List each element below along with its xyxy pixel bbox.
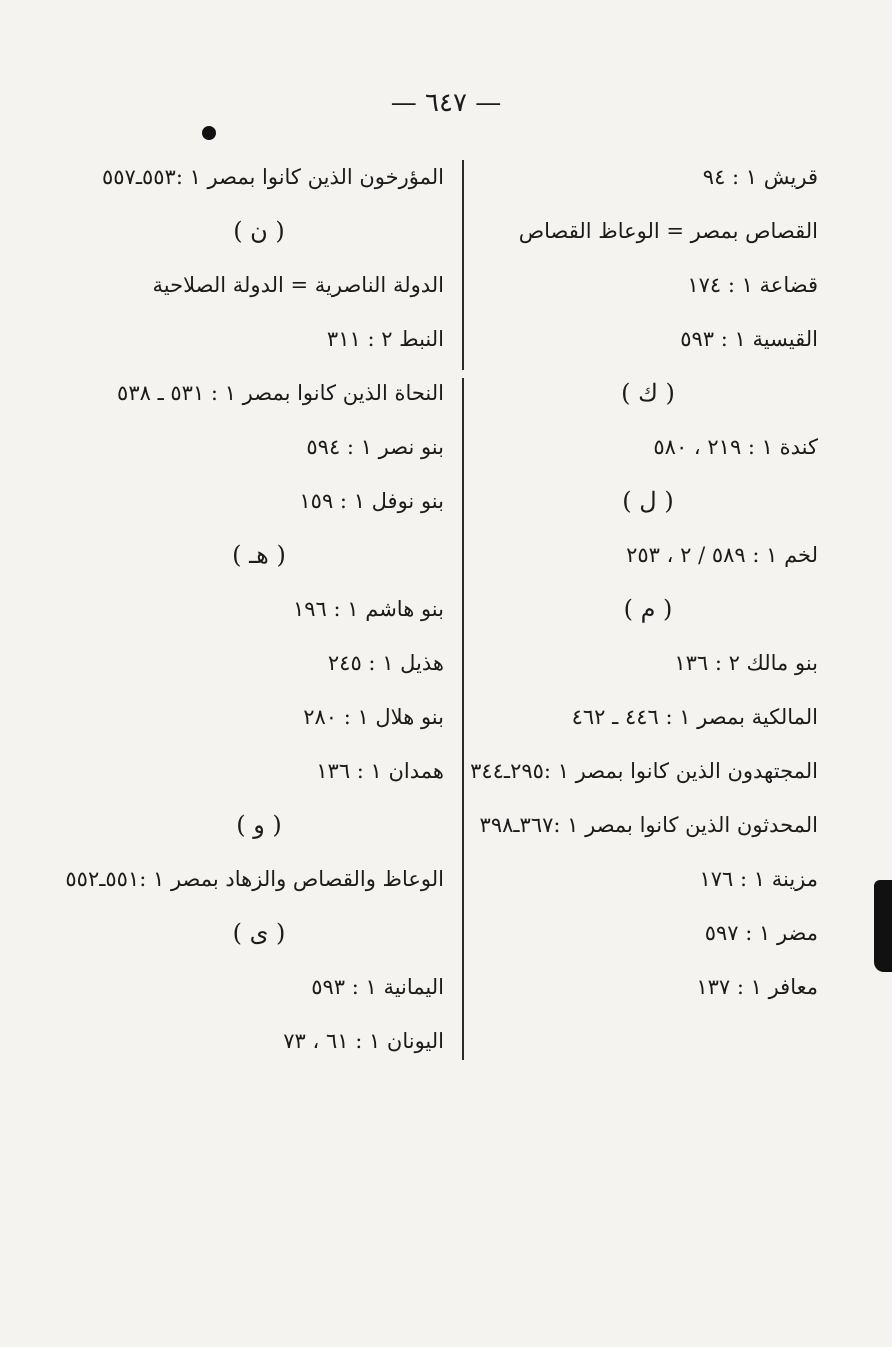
letter-heading: ( ن ) <box>233 217 285 245</box>
column-divider-lower <box>462 378 464 1060</box>
index-entry: مزينة ١ : ١٧٦ <box>699 867 818 891</box>
index-entry: بنو هلال ١ : ٢٨٠ <box>303 705 444 729</box>
letter-heading: ( ك ) <box>621 379 675 407</box>
index-entry: كندة ١ : ٢١٩ ، ٥٨٠ <box>653 435 818 459</box>
index-entry: بنو هاشم ١ : ١٩٦ <box>293 597 444 621</box>
column-divider-upper <box>462 160 464 370</box>
index-entry: معافر ١ : ١٣٧ <box>696 975 818 999</box>
index-entry: الوعاظ والقصاص والزهاد بمصر ١ :٥٥١ـ٥٥٢ <box>65 867 444 891</box>
index-entry: لخم ١ : ٥٨٩ / ٢ ، ٢٥٣ <box>626 543 818 567</box>
letter-heading: ( و ) <box>236 811 282 839</box>
left-column <box>65 150 444 1068</box>
index-entry: بنو نوفل ١ : ١٥٩ <box>299 489 444 513</box>
index-entry: النبط ٢ : ٣١١ <box>326 327 444 351</box>
ink-blot <box>874 880 892 972</box>
ink-dot <box>202 126 216 140</box>
letter-heading: ( م ) <box>623 595 673 623</box>
index-entry: الدولة الناصرية = الدولة الصلاحية <box>152 273 444 297</box>
index-entry: النحاة الذين كانوا بمصر ١ : ٥٣١ ـ ٥٣٨ <box>117 381 444 405</box>
index-entry: همدان ١ : ١٣٦ <box>316 759 444 783</box>
index-entry: قريش ١ : ٩٤ <box>702 165 818 189</box>
index-entry: القيسية ١ : ٥٩٣ <box>680 327 818 351</box>
letter-heading: ( هـ ) <box>232 541 286 569</box>
index-entry: المالكية بمصر ١ : ٤٤٦ ـ ٤٦٢ <box>571 705 818 729</box>
index-entry: مضر ١ : ٥٩٧ <box>704 921 818 945</box>
index-entry: المؤرخون الذين كانوا بمصر ١ :٥٥٣ـ٥٥٧ <box>101 165 444 189</box>
index-entry: اليونان ١ : ٦١ ، ٧٣ <box>283 1029 444 1053</box>
index-entry: بنو مالك ٢ : ١٣٦ <box>674 651 818 675</box>
index-entry: اليمانية ١ : ٥٩٣ <box>311 975 444 999</box>
index-entry: القصاص بمصر = الوعاظ القصاص <box>518 219 818 243</box>
right-column <box>470 150 818 1014</box>
page-number: — ٦٤٧ — <box>390 88 502 118</box>
index-entry: المحدثون الذين كانوا بمصر ١ :٣٦٧ـ٣٩٨ <box>479 813 818 837</box>
index-entry: المجتهدون الذين كانوا بمصر ١ :٢٩٥ـ٣٤٤ <box>470 759 818 783</box>
index-entry: هذيل ١ : ٢٤٥ <box>327 651 444 675</box>
index-entry: بنو نصر ١ : ٥٩٤ <box>306 435 444 459</box>
index-entry: قضاعة ١ : ١٧٤ <box>687 273 818 297</box>
letter-heading: ( ى ) <box>232 919 286 947</box>
letter-heading: ( ل ) <box>622 487 674 515</box>
